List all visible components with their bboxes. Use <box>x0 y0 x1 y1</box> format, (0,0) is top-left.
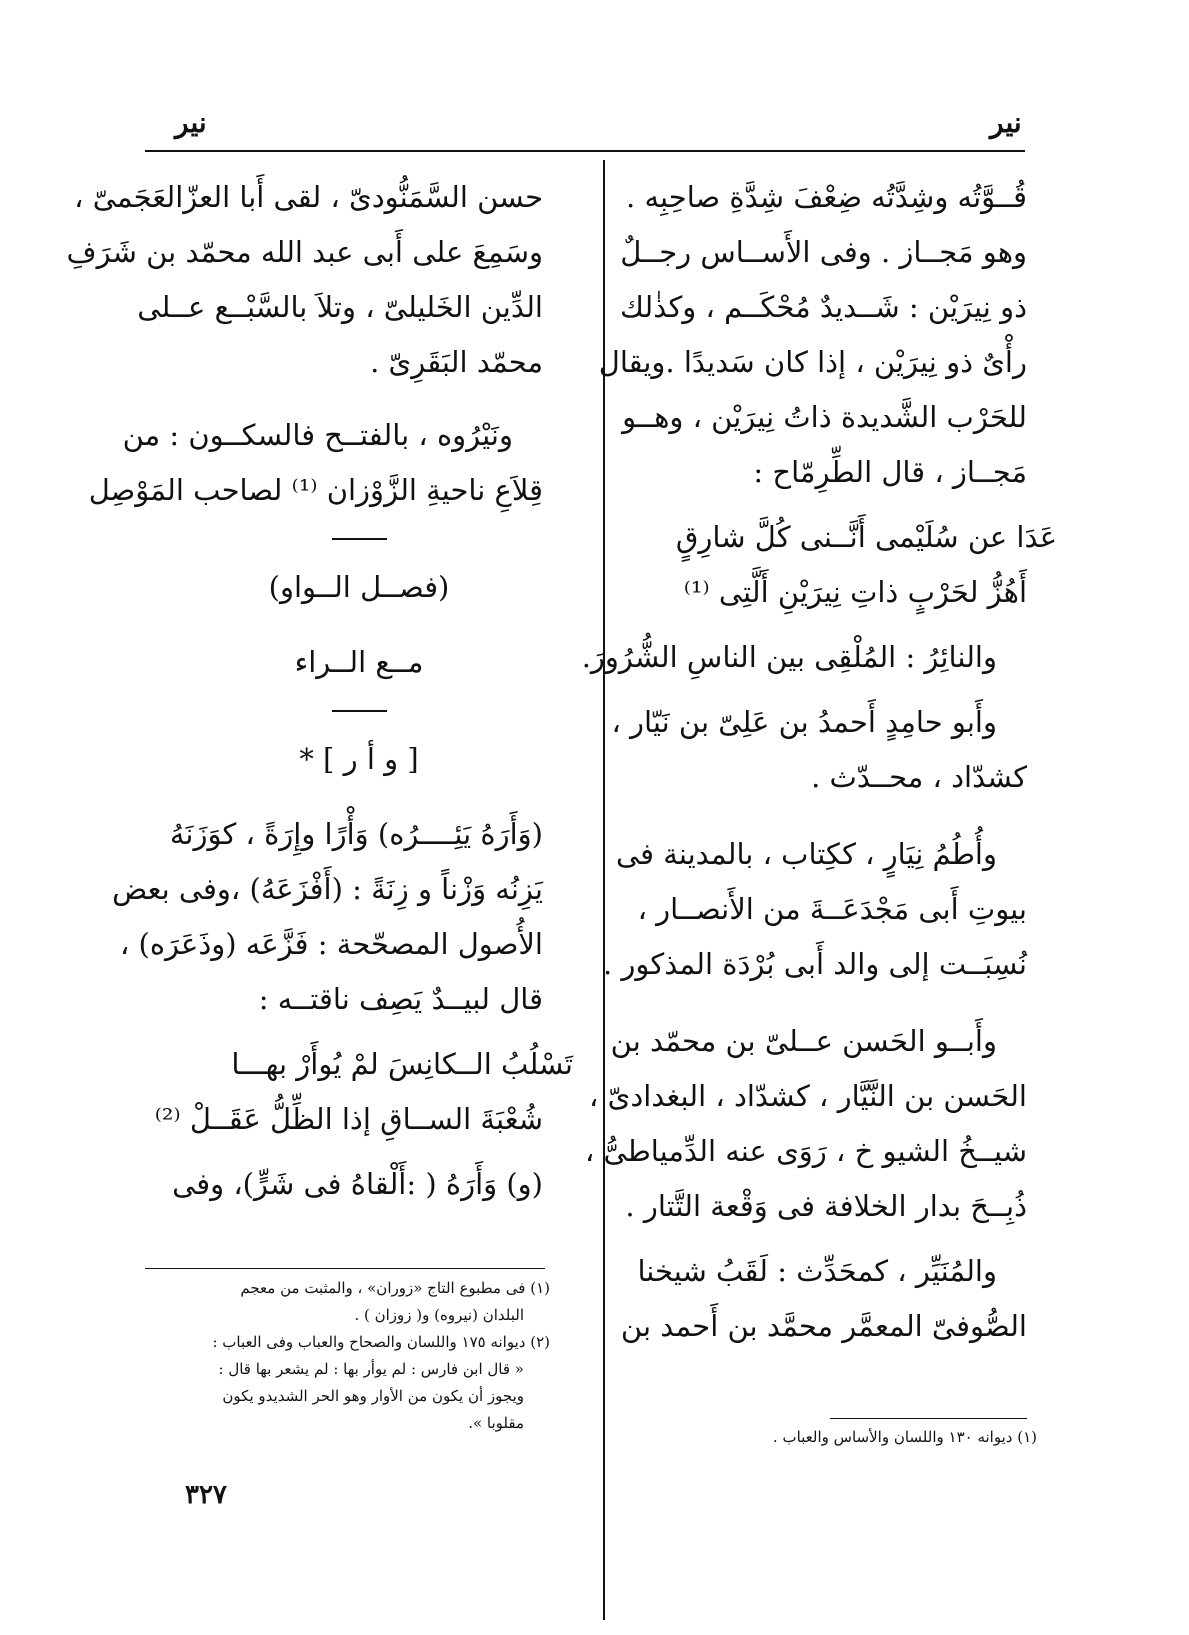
text-line: ذو نِيرَيْن : شَــديدٌ مُحْكَــم ، وكذٰلك <box>619 290 1027 324</box>
running-header-left: نير <box>175 106 207 139</box>
running-header-right: نير <box>990 106 1022 139</box>
section-rule <box>332 538 387 540</box>
entry-headword: [ و أ ر ] * <box>299 742 419 776</box>
footnote-line: « قال ابن فارس : لم يوأر بها : لم يشعر بها قال : <box>218 1360 524 1378</box>
text-line: وهو مَجــاز . وفى الأَســاس رجــلٌ <box>620 235 1027 269</box>
section-subtitle: مــع الــراء <box>294 645 424 679</box>
left-column <box>66 170 573 1222</box>
verse-line: تَسْلُبُ الــكانِسَ لمْ يُوأَرْ بهـــا <box>231 1047 573 1081</box>
text-line: يَزِنُه وَزْناً و زِنَةً : (أَفْزَعَهُ) ،وفى بعض <box>112 872 543 906</box>
verse-line: أَهُزُّ لحَرْبٍ ذاتِ نِيرَيْنِ أَلَّتِى ⁽¹⁾ <box>683 575 1027 609</box>
section-title: (فصــل الــواو) <box>268 570 450 604</box>
right-verse <box>632 510 1057 620</box>
left-footnote-rule <box>145 1268 545 1269</box>
text-line: ذُبِــحَ بدار الخلافة فى وَقْعة التَّتار . <box>625 1189 1027 1223</box>
left-paragraph-2 <box>88 408 573 518</box>
right-footnote-rule <box>830 1418 1027 1419</box>
right-paragraph-3 <box>611 695 1057 805</box>
left-verse <box>145 1037 573 1147</box>
text-line: وأَبو حامِدٍ أَحمدُ بن عَلِىّ بن نَيّار ، <box>611 705 997 739</box>
header-rule <box>145 150 1025 152</box>
subsection-rule <box>332 710 387 712</box>
text-line: الصُّوفىّ المعمَّر محمَّد بن أَحمد بن <box>620 1309 1027 1343</box>
left-paragraph-3 <box>112 807 573 1027</box>
text-line: قال لبيــدٌ يَصِف ناقتــه : <box>258 982 543 1016</box>
text-line: وأُطُمُ نِيَارٍ ، ككِتاب ، بالمدينة فى <box>616 837 997 871</box>
text-line: رأْىٌ ذو نِيرَيْن ، إذا كان سَديدًا .ويقال <box>598 345 1027 379</box>
verse-line: عَدَا عن سُلَيْمى أَنَّــنى كُلَّ شارِقٍ <box>675 520 1057 554</box>
text-line: للحَرْب الشَّديدة ذاتُ نِيرَيْن ، وهــو <box>622 400 1027 434</box>
text-line: الأُصول المصحّحة : فَزَّعَه (وذَعَرَه) ، <box>119 927 543 961</box>
right-paragraph-6 <box>620 1244 1057 1354</box>
left-paragraph-1 <box>66 170 573 390</box>
text-line: قُــوَّتُه وشِدَّتُه ضِعْفَ شِدَّةِ صاحِبِه . <box>626 180 1027 214</box>
text-line: شيــخُ الشيو خ ، رَوَى عنه الدِّمياطىُّ ، <box>584 1134 1027 1168</box>
text-line: بيوتِ أَبى مَجْدَعَــةَ من الأَنصــار ، <box>637 892 1027 926</box>
footnote-line: ويجوز أن يكون من الأوار وهو الحر الشديدو يكون <box>222 1387 524 1405</box>
page-number: ٣٢٧ <box>185 1480 227 1510</box>
text-line: حسن السَّمَنُّودىّ ، لقى أَبا العزّالعَجَمىّ ، <box>74 180 543 214</box>
text-line: الدِّين الخَليلىّ ، وتلاَ بالسَّبْــع عــلى <box>137 290 543 324</box>
right-paragraph-1 <box>598 170 1057 500</box>
left-footnotes <box>145 1275 550 1437</box>
text-line: (و) وَأَرَهُ ( :أَلْقاهُ فى شَرٍّ)، وفى <box>172 1167 543 1201</box>
text-line: محمّد البَقَرِىّ . <box>370 345 543 379</box>
right-paragraph-5 <box>584 1014 1057 1234</box>
footnote-line: (١) ديوانه ١٣٠ واللسان والأساس والعباب . <box>772 1428 1037 1446</box>
text-line: والنائِرُ : المُلْقِى بين الناسِ الشُّرُورَ. <box>581 640 997 674</box>
text-line: والمُنَيِّر ، كمحَدِّث : لَقَبُ شيخنا <box>637 1254 997 1288</box>
text-line: نُسِبَــت إلى والد أَبى بُرْدَة المذكور . <box>602 947 1027 981</box>
right-paragraph-2 <box>581 630 1057 685</box>
text-line: كشدّاد ، محــدّث . <box>811 760 1027 794</box>
footnote-line: (٢) ديوانه ١٧٥ واللسان والصحاح والعباب وفى العباب : <box>212 1333 550 1351</box>
text-line: ونَيْرُوه ، بالفتــح فالسكــون : من <box>122 418 513 452</box>
right-paragraph-4 <box>602 827 1057 992</box>
text-line: قِلاَعِ ناحيةِ الزَّوْزان ⁽¹⁾ لصاحب المَوْصِل <box>88 473 543 507</box>
footnote-line: مقلوبا ». <box>468 1414 524 1432</box>
footnote-line: (١) فى مطبوع التاج «زوران» ، والمثبت من معجم <box>240 1279 550 1297</box>
verse-line: شُعْبَةَ الســاقِ إذا الظِّلُّ عَقَــلْ ⁽²⁾ <box>154 1102 543 1136</box>
text-line: مَجــاز ، قال الطِّرِمّاح : <box>753 455 1027 489</box>
text-line: الحَسن بن النَّيَّار ، كشدّاد ، البغدادىّ ، <box>589 1079 1027 1113</box>
right-footnotes <box>632 1424 1037 1451</box>
left-paragraph-4 <box>145 1157 573 1212</box>
footnote-line: البلدان (نيروه) و( زوزان ) . <box>354 1306 524 1324</box>
text-line: وسَمِعَ على أَبى عبد الله محمّد بن شَرَفِ <box>66 235 543 269</box>
right-column <box>581 170 1057 1364</box>
text-line: وأَبــو الحَسن عــلىّ بن محمّد بن <box>610 1024 997 1058</box>
text-line: (وَأَرَهُ يَئِــــرُه) وَأْرًا وإِرَةً ، كوَزَنَهُ <box>169 817 543 851</box>
